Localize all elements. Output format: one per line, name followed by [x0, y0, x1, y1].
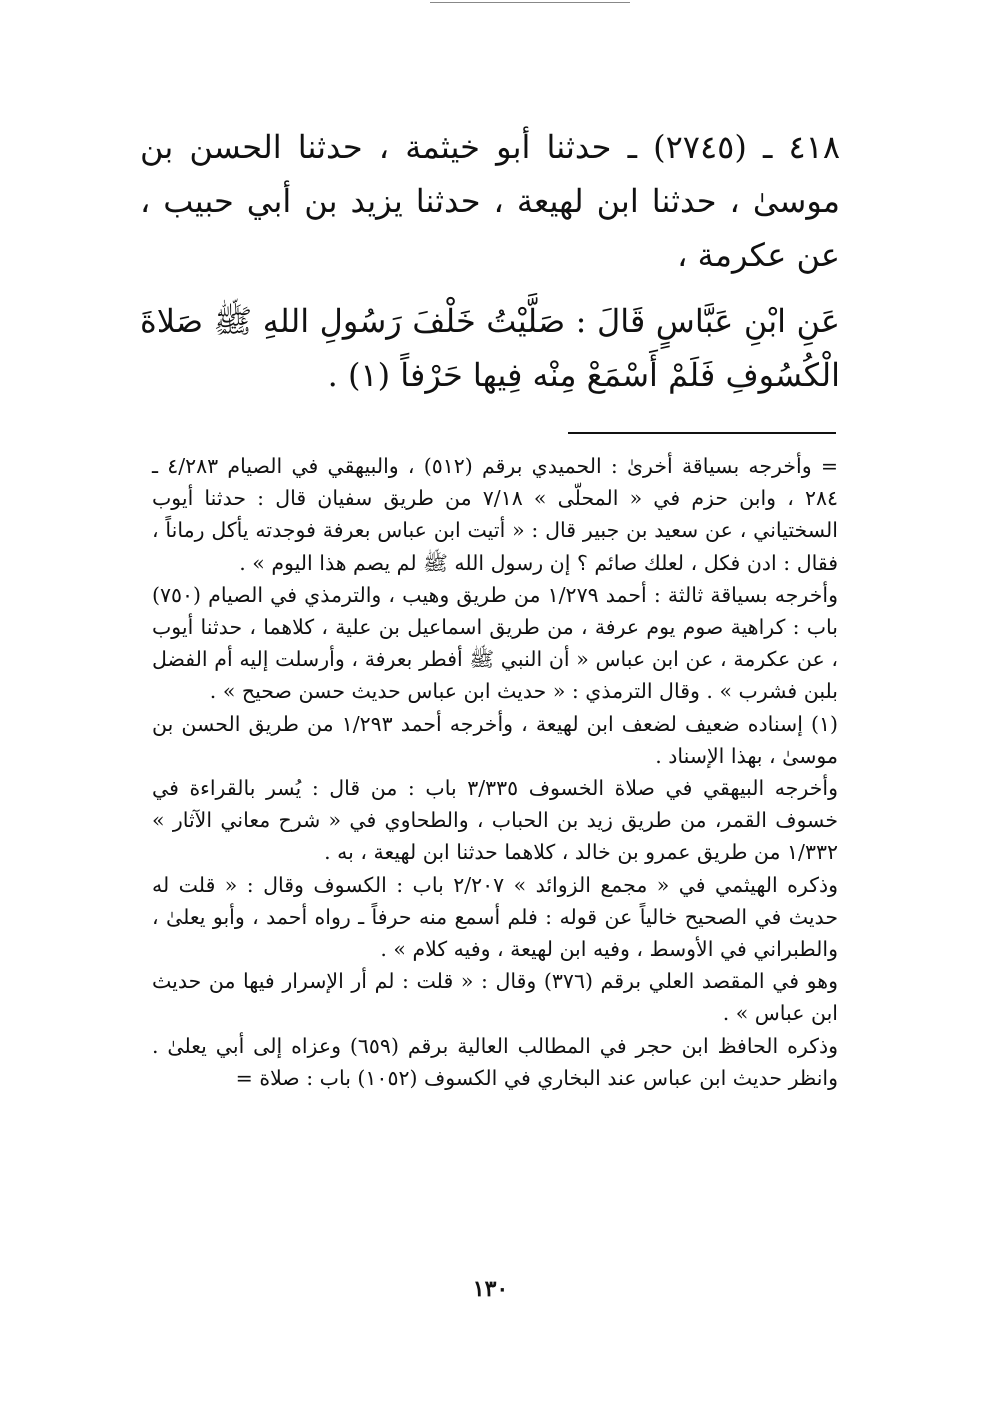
- footnote-paragraph: وهو في المقصد العلي برقم (٣٧٦) وقال : « قلت : لم أر الإسرار فيها من حديث ابن عباس » .: [152, 969, 838, 1026]
- footnote-paragraph: وأخرجه البيهقي في صلاة الخسوف ٣/٣٣٥ باب : من قال : يُسر بالقراءة في خسوف القمر، من طريق زيد بن الحباب ، والطحاوي في « شرح معاني الآثار » ١/٣٣٢ من طريق عمرو بن خالد ، كلاهما حدثنا ابن لهيعة ، به .: [152, 776, 838, 865]
- footnote-paragraph: (١) إسناده ضعيف لضعف ابن لهيعة ، وأخرجه أحمد ١/٢٩٣ من طريق الحسن بن موسىٰ ، بهذا الإسناد .: [152, 711, 839, 768]
- main-text-block: [140, 120, 840, 402]
- top-rule: [430, 2, 630, 3]
- footnote-paragraph: وذكره الهيثمي في « مجمع الزوائد » ٢/٢٠٧ باب : الكسوف وقال : « قلت له حديث في الصحيح خالياً عن قوله : فلم أسمع منه حرفاً ـ رواه أحمد ، وأبو يعلىٰ ، والطبراني في الأوسط ، وفيه ابن لهيعة ، وفيه كلام » .: [152, 872, 838, 962]
- footnotes: [152, 450, 838, 1094]
- footnote-separator: [568, 432, 836, 434]
- footnote-paragraph: = وأخرجه بسياقة أخرىٰ : الحميدي برقم (٥١٢) ، والبيهقي في الصيام ٤/٢٨٣ ـ ٢٨٤ ، وابن حزم في « المحلّى » ٧/١٨ من طريق سفيان قال : حدثنا أيوب السختياني ، عن سعيد بن جبير قال : « أتيت ابن عباس بعرفة فوجدته يأكل رماناً ، فقال : ادن فكل ، لعلك صائم ؟ إن رسول الله ﷺ لم يصم هذا اليوم » .: [152, 454, 839, 575]
- hadith-matn: عَنِ ابْنِ عَبَّاسٍ قَالَ : صَلَّيْتُ خَلْفَ رَسُولِ اللهِ ﷺ صَلاةَ الْكُسُوفِ فَلَمْ أَسْمَعْ مِنْه فِيها حَرْفاً (١) .: [140, 302, 840, 394]
- footnote-paragraph: وذكره الحافظ ابن حجر في المطالب العالية برقم (٦٥٩) وعزاه إلى أبي يعلىٰ . وانظر حديث ابن عباس عند البخاري في الكسوف (١٠٥٢) باب : صلاة =: [152, 1033, 838, 1090]
- hadith-isnad: ٤١٨ ـ (٢٧٤٥) ـ حدثنا أبو خيثمة ، حدثنا الحسن بن موسىٰ ، حدثنا ابن لهيعة ، حدثنا يزيد بن أبي حبيب ، عن عكرمة ،: [140, 128, 841, 274]
- page-number: ١٣٠: [472, 1276, 509, 1302]
- footnote-paragraph: وأخرجه بسياقة ثالثة : أحمد ١/٢٧٩ من طريق وهيب ، والترمذي في الصيام (٧٥٠) باب : كراهية صوم يوم عرفة ، من طريق اسماعيل بن علية ، كلاهما ، حدثنا أيوب ، عن عكرمة ، عن ابن عباس « أن النبي ﷺ أفطر بعرفة ، وأرسلت إليه أم الفضل بلبن فشرب » . وقال الترمذي : « حديث ابن عباس حديث حسن صحيح » .: [152, 582, 838, 704]
